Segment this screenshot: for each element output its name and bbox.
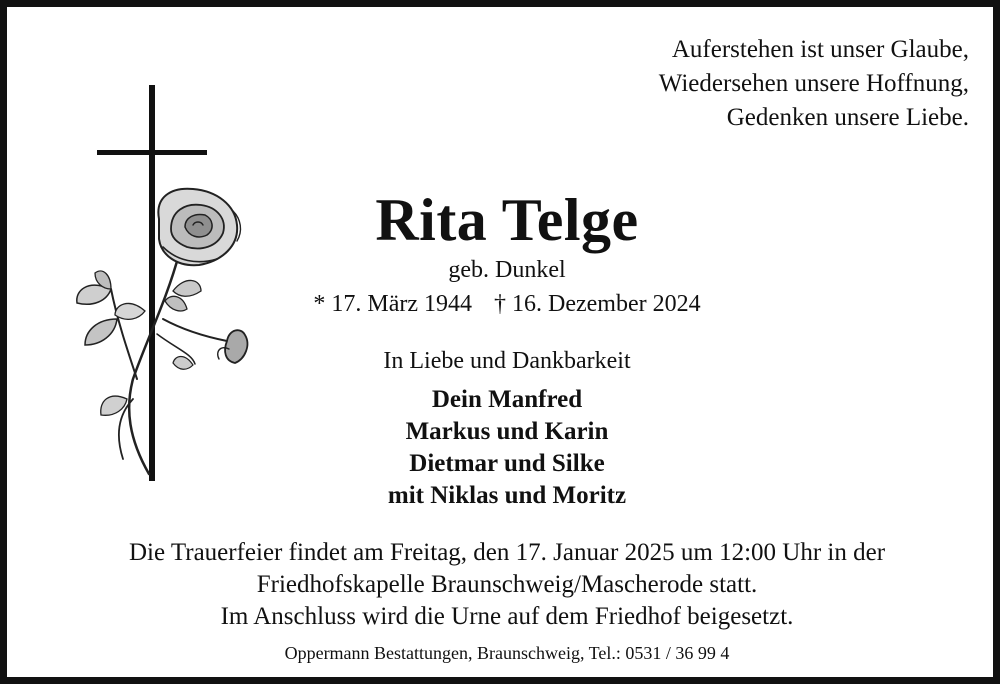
death-date: † 16. Dezember 2024: [494, 291, 701, 317]
service-line: Im Anschluss wird die Urne auf dem Friedhof beigesetzt.: [220, 603, 794, 630]
quote-line: Auferstehen ist unser Glaube,: [671, 36, 969, 63]
undertaker-contact: Oppermann Bestattungen, Braunschweig, Tel.: 0531 / 36 99 4: [284, 643, 730, 663]
deceased-name: Rita Telge: [375, 187, 639, 253]
life-dates: [207, 289, 807, 319]
family-member: Dietmar und Silke: [409, 450, 605, 477]
family-member: mit Niklas und Moritz: [387, 482, 627, 509]
birth-name: geb. Dunkel: [448, 257, 566, 283]
dedication-text: In Liebe und Dankbarkeit: [383, 348, 631, 374]
service-line: Friedhofskapelle Braunschweig/Mascherode statt.: [256, 571, 758, 598]
service-line: Die Trauerfeier findet am Freitag, den 17. Januar 2025 um 12:00 Uhr in der: [128, 539, 886, 566]
quote-line: Wiedersehen unsere Hoffnung,: [658, 70, 969, 97]
family-member: Markus und Karin: [405, 418, 609, 445]
memorial-quote: [659, 33, 969, 135]
family-signatures: [207, 384, 807, 512]
quote-line: Gedenken unsere Liebe.: [726, 104, 969, 131]
funeral-service-info: [27, 537, 987, 633]
birth-date: * 17. März 1944: [313, 291, 473, 317]
family-member: Dein Manfred: [431, 386, 583, 413]
